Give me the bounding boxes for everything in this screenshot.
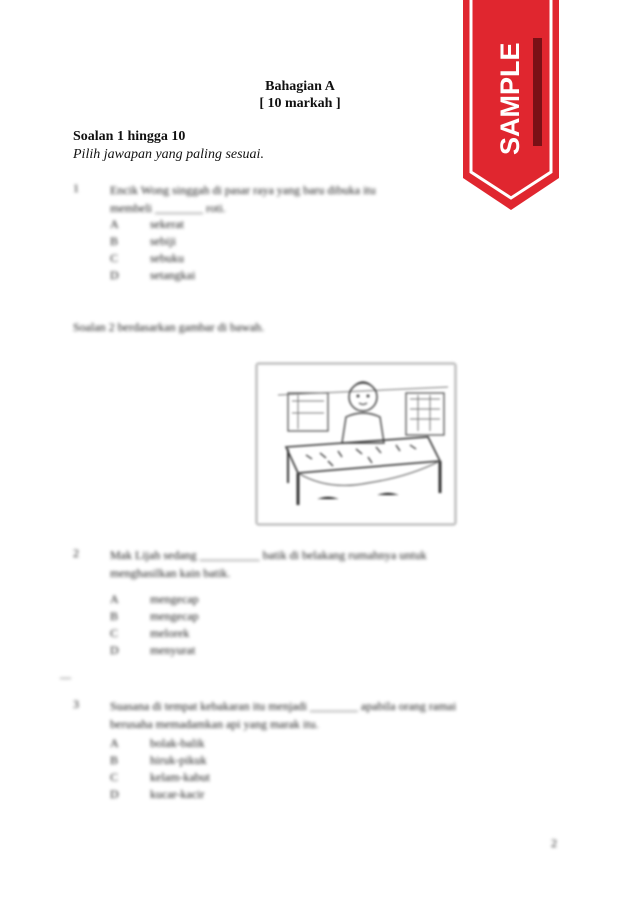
option-text: sebiji xyxy=(150,234,176,248)
option-letter: B xyxy=(110,234,119,248)
separator-dash: — xyxy=(60,672,71,684)
option-text: mengecap xyxy=(150,609,199,623)
questions-heading: Soalan 1 hingga 10 xyxy=(73,129,186,144)
option-letter: C xyxy=(110,251,119,265)
option-letter: B xyxy=(110,753,119,767)
option-text: bolak-balik xyxy=(150,736,205,750)
option-text: kucar-kacir xyxy=(150,787,205,801)
question-3-text-line2: berusaha memadamkan api yang marak itu. xyxy=(110,717,319,731)
option-letter: C xyxy=(110,770,119,784)
option-letter: A xyxy=(110,736,119,750)
instruction-text: Pilih jawapan yang paling sesuai. xyxy=(73,147,264,162)
option-letter: D xyxy=(110,787,119,801)
option-letter: B xyxy=(110,609,119,623)
option-letter: A xyxy=(110,217,119,231)
option-text: melorek xyxy=(150,626,190,640)
question-1-text-line1: Encik Wong singgah di pasar raya yang baru dibuka itu xyxy=(110,183,376,197)
option-text: sebuku xyxy=(150,251,184,265)
question-1-text-line2: membeli ________ roti. xyxy=(110,201,226,215)
question-1-number: 1 xyxy=(73,181,79,195)
section-marks: [ 10 markah ] xyxy=(259,96,341,111)
section-title: Bahagian A xyxy=(265,79,335,94)
question-2-text-line1: Mak Lijah sedang __________ batik di belakang rumahnya untuk xyxy=(110,548,427,562)
option-text: setangkai xyxy=(150,268,196,282)
option-text: kelam-kabut xyxy=(150,770,210,784)
option-text: mengecap xyxy=(150,592,199,606)
option-text: menyurat xyxy=(150,643,196,657)
batik-drawing xyxy=(258,365,454,523)
sample-label: SAMPLE xyxy=(495,42,525,155)
option-letter: A xyxy=(110,592,119,606)
option-text: hiruk-pikuk xyxy=(150,753,207,767)
question-3-number: 3 xyxy=(73,697,79,711)
option-letter: D xyxy=(110,268,119,282)
sample-watermark xyxy=(463,30,559,160)
page-number: 2 xyxy=(551,836,557,850)
question-2-stimulus: Soalan 2 berdasarkan gambar di bawah. xyxy=(73,320,265,334)
option-text: sekerat xyxy=(150,217,184,231)
question-3-text-line1: Suasana di tempat kebakaran itu menjadi ________ apabila orang ramai xyxy=(110,699,457,713)
batik-illustration xyxy=(255,362,457,526)
option-letter: C xyxy=(110,626,119,640)
question-2-number: 2 xyxy=(73,546,79,560)
option-letter: D xyxy=(110,643,119,657)
question-2-text-line2: menghasilkan kain batik. xyxy=(110,566,231,580)
